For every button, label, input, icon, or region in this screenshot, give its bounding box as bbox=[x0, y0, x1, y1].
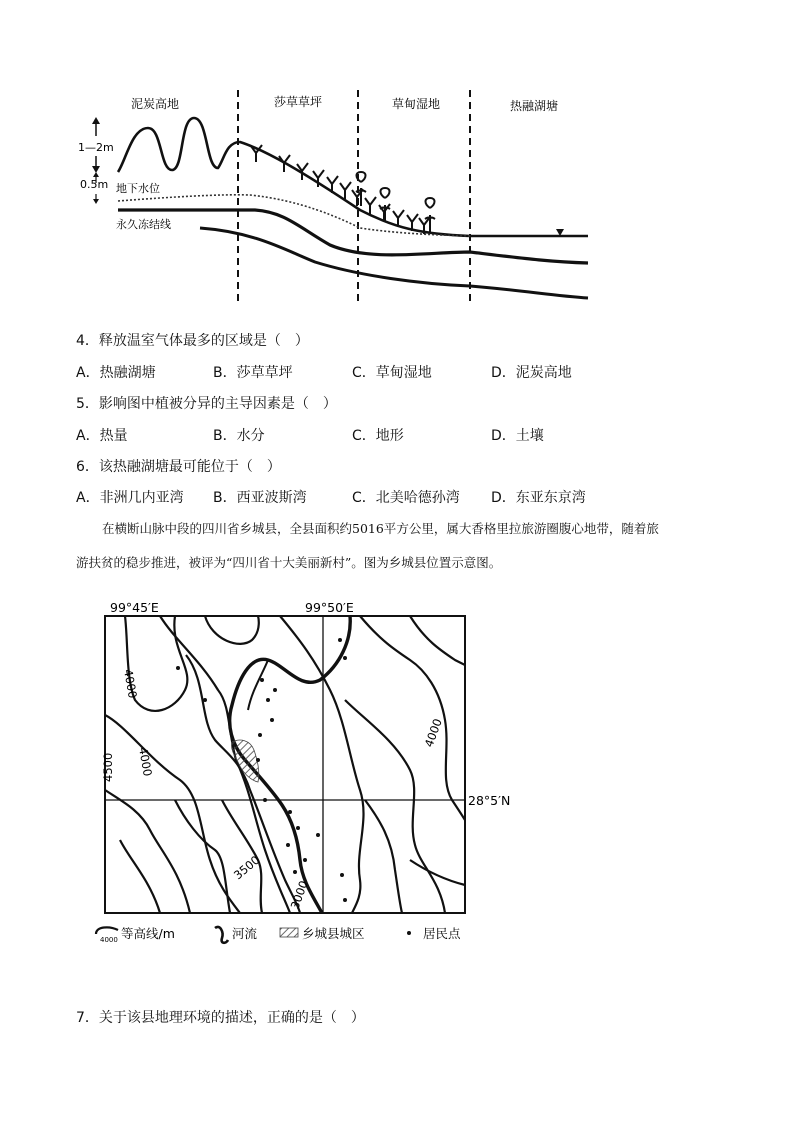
contour-lines bbox=[105, 616, 465, 913]
question-5-option-d[interactable]: D．土壤 bbox=[491, 428, 544, 444]
permafrost-label: 永久冻结线 bbox=[116, 218, 171, 231]
contour-label: 4500 bbox=[101, 752, 115, 782]
question-4-option-b[interactable]: B．莎草草坪 bbox=[213, 365, 293, 381]
longitude-right-label: 99°50′E bbox=[305, 600, 354, 615]
latitude-label: 28°5′N bbox=[468, 793, 511, 808]
question-6-stem: 6．该热融湖塘最可能位于（ ） bbox=[76, 459, 281, 475]
groundwater-label: 地下水位 bbox=[116, 182, 160, 195]
lower-bed-line bbox=[200, 228, 588, 298]
contour-label: 4000 bbox=[136, 746, 155, 778]
question-5-stem: 5．影响图中植被分异的主导因素是（ ） bbox=[76, 396, 337, 412]
zone-label-meadow: 草甸湿地 bbox=[391, 97, 441, 111]
legend-river-label: 河流 bbox=[232, 926, 258, 941]
legend-settlement-symbol bbox=[407, 931, 411, 935]
passage bbox=[76, 512, 726, 580]
legend-town-label: 乡城县城区 bbox=[302, 926, 365, 941]
question-7-stem: 7．关于该县地理环境的描述，正确的是（ ） bbox=[76, 1010, 365, 1026]
zone-label-peat: 泥炭高地 bbox=[130, 97, 180, 111]
legend-contour-symbol bbox=[96, 927, 118, 934]
question-4-option-d[interactable]: D．泥炭高地 bbox=[491, 365, 572, 381]
legend-contour-label: 等高线/m bbox=[121, 926, 175, 941]
contour-label: 4000 bbox=[121, 668, 140, 700]
question-5-option-b[interactable]: B．水分 bbox=[213, 428, 265, 444]
question-4-option-c[interactable]: C．草甸湿地 bbox=[352, 365, 432, 381]
question-6-option-c[interactable]: C．北美哈德孙湾 bbox=[352, 490, 460, 506]
contour-label: 3500 bbox=[230, 852, 263, 883]
question-4-stem: 4．释放温室气体最多的区域是（ ） bbox=[76, 333, 309, 349]
question-5-option-c[interactable]: C．地形 bbox=[352, 428, 404, 444]
contour-label: 4000 bbox=[421, 716, 445, 750]
legend-settlement-label: 居民点 bbox=[423, 926, 461, 941]
map-legend bbox=[96, 926, 461, 944]
legend-contour-number: 4000 bbox=[100, 936, 118, 944]
question-6-option-b[interactable]: B．西亚波斯湾 bbox=[213, 490, 307, 506]
xiangcheng-location-map bbox=[0, 590, 794, 950]
zone-label-pond: 热融湖塘 bbox=[509, 99, 559, 113]
question-6-option-a[interactable]: A．非洲几内亚湾 bbox=[76, 490, 184, 506]
contour-label: 3000 bbox=[287, 878, 311, 912]
legend-river-symbol bbox=[215, 927, 228, 943]
question-4-option-a[interactable]: A．热融湖塘 bbox=[76, 365, 156, 381]
landscape-profile-diagram bbox=[0, 0, 794, 320]
question-6-option-d[interactable]: D．东亚东京湾 bbox=[491, 490, 586, 506]
passage-line-1: 在横断山脉中段的四川省乡城县，全县面积约5016平方公里，属大香格里拉旅游圈腹心地带，随着旅 bbox=[102, 521, 659, 536]
height-scale-label: 1—2m bbox=[78, 141, 114, 154]
ground-surface-line bbox=[118, 118, 588, 236]
legend-town-symbol bbox=[280, 928, 298, 937]
depth-scale-label: 0.5m bbox=[80, 178, 109, 191]
longitude-left-label: 99°45′E bbox=[110, 600, 159, 615]
river-tributary bbox=[248, 660, 268, 710]
question-5-option-a[interactable]: A．热量 bbox=[76, 428, 128, 444]
passage-line-2: 游扶贫的稳步推进，被评为“四川省十大美丽新村”。图为乡城县位置示意图。 bbox=[76, 555, 502, 570]
zone-label-sedge: 莎草草坪 bbox=[273, 95, 323, 109]
